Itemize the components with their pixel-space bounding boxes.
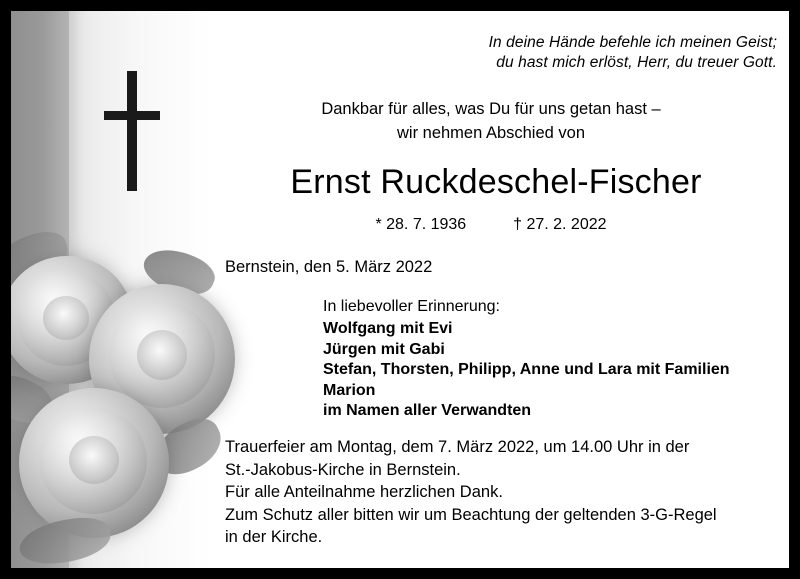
cross-horizontal-bar [104, 111, 160, 120]
service-line-2: St.-Jakobus-Kirche in Bernstein. [225, 460, 461, 479]
rose-core [69, 436, 119, 484]
rose-core [43, 296, 89, 340]
birth-date: * 28. 7. 1936 [375, 216, 467, 233]
family-member: Marion [323, 381, 376, 399]
notice-text-area [211, 11, 789, 568]
place-and-date-line: Bernstein, den 5. März 2022 [225, 258, 433, 276]
verse-line-2: du hast mich erlöst, Herr, du treuer Gott. [496, 54, 777, 71]
service-line-4: Zum Schutz aller bitten wir um Beachtung der geltenden 3-G-Regel [225, 505, 717, 524]
rose-core [137, 330, 187, 380]
cross-icon [101, 71, 163, 191]
service-line-3: Für alle Anteilnahme herzlichen Dank. [225, 483, 503, 501]
family-relatives-note: im Namen aller Verwandten [323, 402, 532, 419]
family-list [323, 319, 783, 422]
death-date: † 27. 2. 2022 [513, 216, 607, 233]
service-line-1: Trauerfeier am Montag, dem 7. März 2022, um 14.00 Uhr in der [225, 438, 690, 456]
service-details [225, 436, 785, 549]
rose-leaf [17, 514, 114, 568]
notice-inner [11, 11, 789, 568]
intro-text [211, 97, 771, 145]
memory-heading: In liebevoller Erinnerung: [323, 298, 500, 315]
memory-block [323, 296, 783, 422]
roses-image [11, 228, 243, 568]
family-member: Wolfgang mit Evi [323, 320, 453, 337]
intro-line-1: Dankbar für alles, was Du für uns getan hast – [321, 100, 661, 118]
family-member: Stefan, Thorsten, Philipp, Anne und Lara mit Familien [323, 361, 730, 378]
rose-blossom [19, 388, 169, 538]
deceased-name: Ernst Ruckdeschel-Fischer [290, 163, 702, 201]
intro-line-2: wir nehmen Abschied von [396, 124, 586, 142]
service-line-5: in der Kirche. [225, 528, 323, 546]
life-dates [211, 214, 771, 236]
family-member: Jürgen mit Gabi [323, 340, 445, 358]
bible-verse [357, 33, 777, 73]
verse-line-1: In deine Hände befehle ich meinen Geist; [488, 34, 777, 51]
cross-vertical-bar [127, 71, 137, 191]
